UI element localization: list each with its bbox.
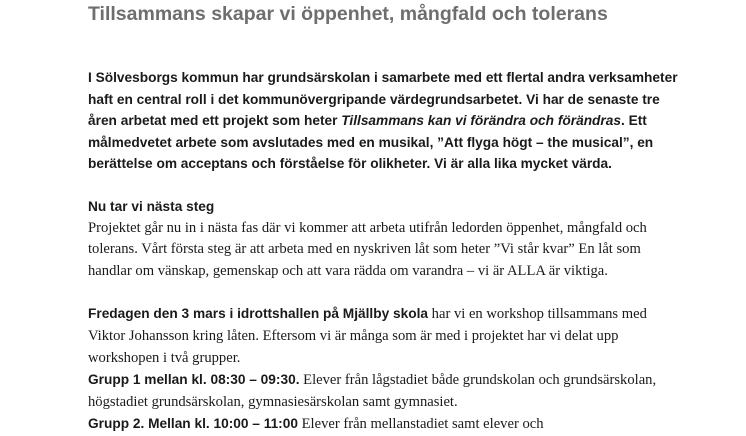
lead-text-1: I Sölvesborgs kommun har grundsärskolan i samarbete med ett flertal andra verksamheter haft en central roll i det kommunövergripande värdegrundsarbetet. Vi har de senaste tre åren arbetat med ett projekt som heter bbox=[88, 70, 678, 129]
section-heading: Nu tar vi nästa steg bbox=[88, 198, 215, 214]
project-name: Tillsammans kan vi förändra och förändras bbox=[341, 113, 621, 129]
group2-label: Grupp 2. Mellan kl. 10:00 – 11:00 bbox=[88, 416, 298, 432]
group2-text: Elever från mellanstadiet samt elever och bbox=[297, 416, 544, 433]
workshop-text: har vi en workshop tillsammans med Viktor Johansson kring låten. Eftersom vi är många som är med i projektet har vi delat upp workshopen i två grupper. bbox=[88, 306, 647, 366]
document-body bbox=[88, 67, 678, 436]
group2-paragraph bbox=[88, 413, 678, 436]
paragraph-spacer bbox=[88, 282, 678, 303]
workshop-paragraph bbox=[88, 303, 678, 369]
lead-text-2: . Ett målmedvetet arbete som avslutades med en musikal, ”Att flyga högt – the musical”, en berättelse om acceptans och förståelse för olikheter. Vi är alla lika mycket värda. bbox=[88, 113, 654, 172]
group1-paragraph bbox=[88, 369, 678, 413]
group1-text: Elever från lågstadiet både grundskolan och grundsärskolan, högstadiet grundsärskolan, gymnasiesärskolan samt gymnasiet. bbox=[88, 372, 657, 410]
group1-label: Grupp 1 mellan kl. 08:30 – 09:30. bbox=[88, 372, 300, 388]
workshop-date-location: Fredagen den 3 mars i idrottshallen på Mjällby skola bbox=[88, 306, 429, 322]
document-title: Tillsammans skapar vi öppenhet, mångfald och tolerans bbox=[88, 3, 608, 25]
section-paragraph: Projektet går nu in i nästa fas där vi kommer att arbeta utifrån ledorden öppenhet, mångfald och tolerans. Vårt första steg är att arbeta med en nyskriven låt som heter ”Vi står kvar” En låt som handlar om vänskap, gemenskap och att vara rädda om varandra – vi är ALLA är viktiga. bbox=[88, 219, 647, 279]
lead-paragraph bbox=[88, 67, 678, 175]
